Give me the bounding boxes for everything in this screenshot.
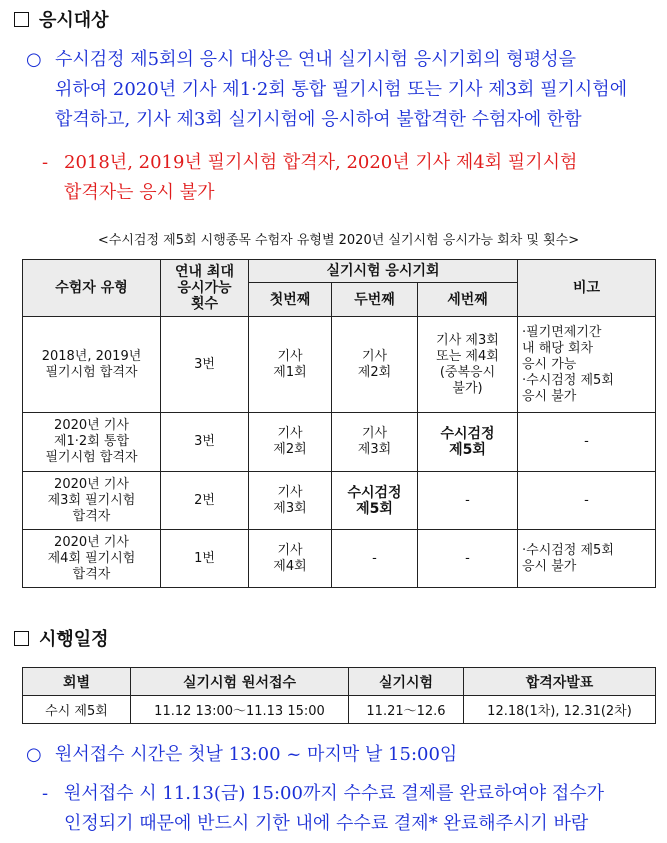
text-line: 위하여 2020년 기사 제1·2회 통합 필기시험 또는 기사 제3회 필기시험에: [55, 79, 628, 100]
application-time-note: 원서접수 시간은 첫날 13:00 ~ 마지막 날 15:00임: [55, 744, 458, 765]
cell-type: 2020년 기사 제4회 필기시험 합격자: [23, 530, 161, 588]
cell-type: 2018년, 2019년 필기시험 합격자: [23, 317, 161, 413]
cell-max: 3번: [161, 317, 249, 413]
cell-second: 기사 제2회: [332, 317, 418, 413]
table-row: [23, 696, 656, 724]
dash-marker: -: [42, 152, 49, 173]
header-application: 실기시험 원서접수: [131, 668, 349, 696]
text-line: 원서접수 시 11.13(금) 15:00까지 수수료 결제를 완료하여야 접수가: [64, 783, 605, 804]
table-row: [23, 413, 656, 472]
text-line: 합격하고, 기사 제3회 실기시험에 응시하여 불합격한 수험자에 한함: [55, 109, 582, 130]
header-exam-chances: 실기시험 응시기회: [249, 260, 518, 283]
cell-first: 기사 제1회: [249, 317, 332, 413]
cell-second: 수시검정 제5회: [332, 472, 418, 530]
payment-note: [64, 779, 660, 839]
cell-first: 기사 제2회: [249, 413, 332, 472]
checkbox-square-icon: [14, 631, 29, 646]
cell-announcement: 12.18(1차), 12.31(2차): [464, 696, 656, 724]
section-title-schedule: 시행일정: [14, 625, 109, 651]
cell-second: 기사 제3회: [332, 413, 418, 472]
header-round: 회별: [23, 668, 131, 696]
cell-exam: 11.21～12.6: [349, 696, 464, 724]
header-third: 세번째: [418, 283, 518, 317]
header-first: 첫번째: [249, 283, 332, 317]
cell-third: -: [418, 530, 518, 588]
cell-application: 11.12 13:00～11.13 15:00: [131, 696, 349, 724]
cell-first: 기사 제4회: [249, 530, 332, 588]
header-max-attempts: 연내 최대 응시가능 횟수: [161, 260, 249, 317]
schedule-table: [22, 667, 656, 724]
table-row: [23, 317, 656, 413]
cell-third: -: [418, 472, 518, 530]
header-applicant-type: 수험자 유형: [23, 260, 161, 317]
cell-note: -: [518, 472, 656, 530]
bullet-marker: ○: [26, 49, 42, 70]
cell-max: 3번: [161, 413, 249, 472]
cell-second: -: [332, 530, 418, 588]
table-row: [23, 530, 656, 588]
cell-third: 기사 제3회 또는 제4회 (중복응시 불가): [418, 317, 518, 413]
cell-type: 2020년 기사 제1·2회 통합 필기시험 합격자: [23, 413, 161, 472]
header-exam: 실기시험: [349, 668, 464, 696]
cell-type: 2020년 기사 제3회 필기시험 합격자: [23, 472, 161, 530]
eligibility-description: [55, 45, 660, 135]
text-line: 수시검정 제5회의 응시 대상은 연내 실기시험 응시기회의 형평성을: [55, 49, 576, 70]
ineligible-notice: [64, 148, 660, 208]
section-title-eligibility: 응시대상: [14, 6, 109, 32]
table-row: [23, 472, 656, 530]
dash-marker: -: [42, 783, 49, 804]
checkbox-square-icon: [14, 12, 29, 27]
cell-first: 기사 제3회: [249, 472, 332, 530]
cell-note: -: [518, 413, 656, 472]
bullet-marker: ○: [26, 744, 42, 765]
text-line: 인정되기 때문에 반드시 기한 내에 수수료 결제* 완료해주시기 바람: [64, 813, 589, 834]
text-line: 합격자는 응시 불가: [64, 182, 215, 203]
cell-max: 2번: [161, 472, 249, 530]
header-second: 두번째: [332, 283, 418, 317]
cell-third: 수시검정 제5회: [418, 413, 518, 472]
header-announcement: 합격자발표: [464, 668, 656, 696]
text-line: 2018년, 2019년 필기시험 합격자, 2020년 기사 제4회 필기시험: [64, 152, 578, 173]
table-caption: <수시검정 제5회 시행종목 수험자 유형별 2020년 실기시험 응시가능 회차 및 횟수>: [97, 233, 580, 248]
header-note: 비고: [518, 260, 656, 317]
cell-note: ·필기면제기간 내 해당 회차 응시 가능 ·수시검정 제5회 응시 불가: [518, 317, 656, 413]
cell-round: 수시 제5회: [23, 696, 131, 724]
cell-max: 1번: [161, 530, 249, 588]
cell-note: ·수시검정 제5회 응시 불가: [518, 530, 656, 588]
eligibility-table: [22, 259, 656, 588]
